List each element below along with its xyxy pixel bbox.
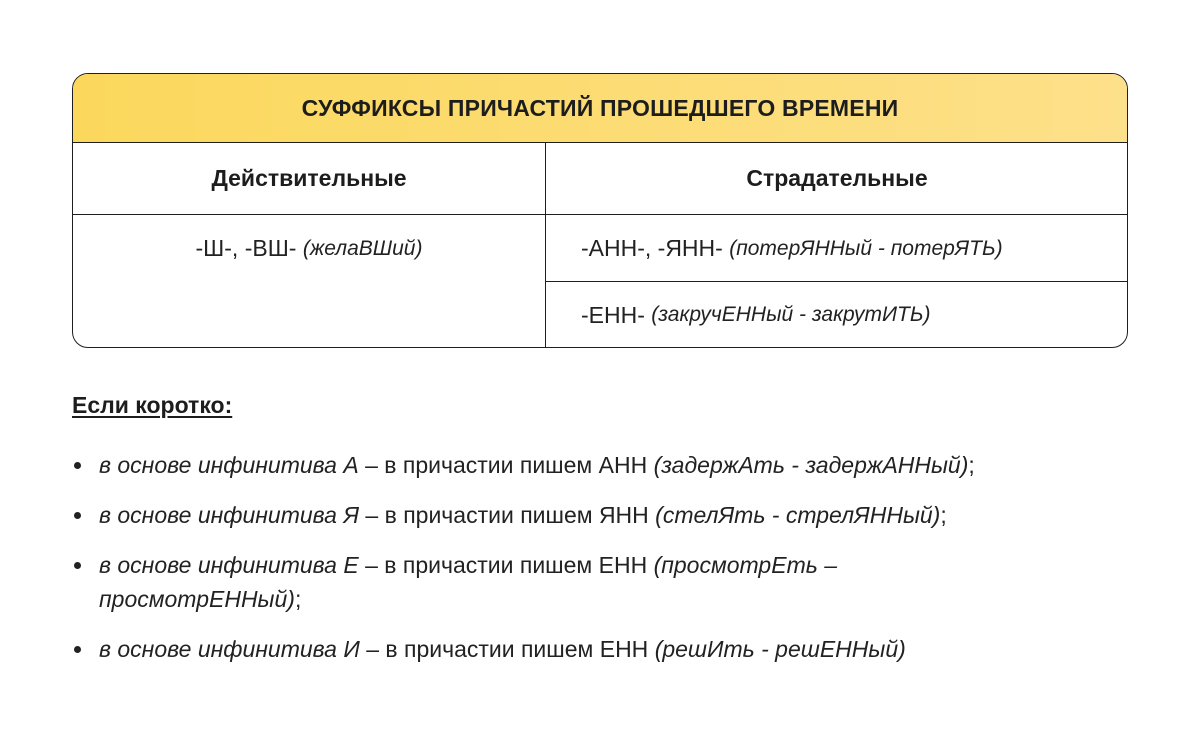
passive-suffix-cell-2: [581, 283, 1121, 347]
list-item: в основе инфинитива И – в причастии пишем ЕНН (решИть - решЕННый): [72, 632, 1152, 666]
header-row-divider: [73, 214, 1127, 215]
active-suffix: -Ш-, -ВШ-: [195, 235, 297, 261]
suffix-table: [72, 73, 1128, 348]
bullet-icon: [74, 646, 81, 653]
active-suffix-cell: [73, 216, 545, 281]
summary-title: Если коротко:: [72, 392, 233, 418]
passive-example-2: (закручЕННый - закрутИТЬ): [651, 303, 931, 326]
list-item: в основе инфинитива А – в причастии пишем АНН (задержАть - задержАННый);: [72, 448, 1152, 482]
bullet-icon: [74, 512, 81, 519]
passive-row-divider: [545, 281, 1127, 282]
bullet-icon: [74, 562, 81, 569]
summary-list: [72, 448, 1152, 682]
list-item: в основе инфинитива Е – в причастии пишем ЕНН (просмотрЕть – просмотрЕННый);: [72, 548, 959, 616]
table-title: СУФФИКСЫ ПРИЧАСТИЙ ПРОШЕДШЕГО ВРЕМЕНИ: [73, 74, 1127, 143]
passive-example-1: (потерЯННый - потерЯТЬ): [729, 236, 1003, 260]
bullet-icon: [74, 462, 81, 469]
passive-suffix-1: -АНН-, -ЯНН-: [581, 235, 723, 261]
passive-suffix-2: -ЕНН-: [581, 301, 645, 328]
active-example: (желаВШий): [302, 236, 423, 260]
passive-suffix-cell-1: [581, 216, 1121, 281]
column-header-passive: Страдательные: [746, 164, 928, 191]
list-item: в основе инфинитива Я – в причастии пишем ЯНН (стелЯть - стрелЯННый);: [72, 498, 1152, 532]
column-header-active: Действительные: [211, 164, 407, 191]
